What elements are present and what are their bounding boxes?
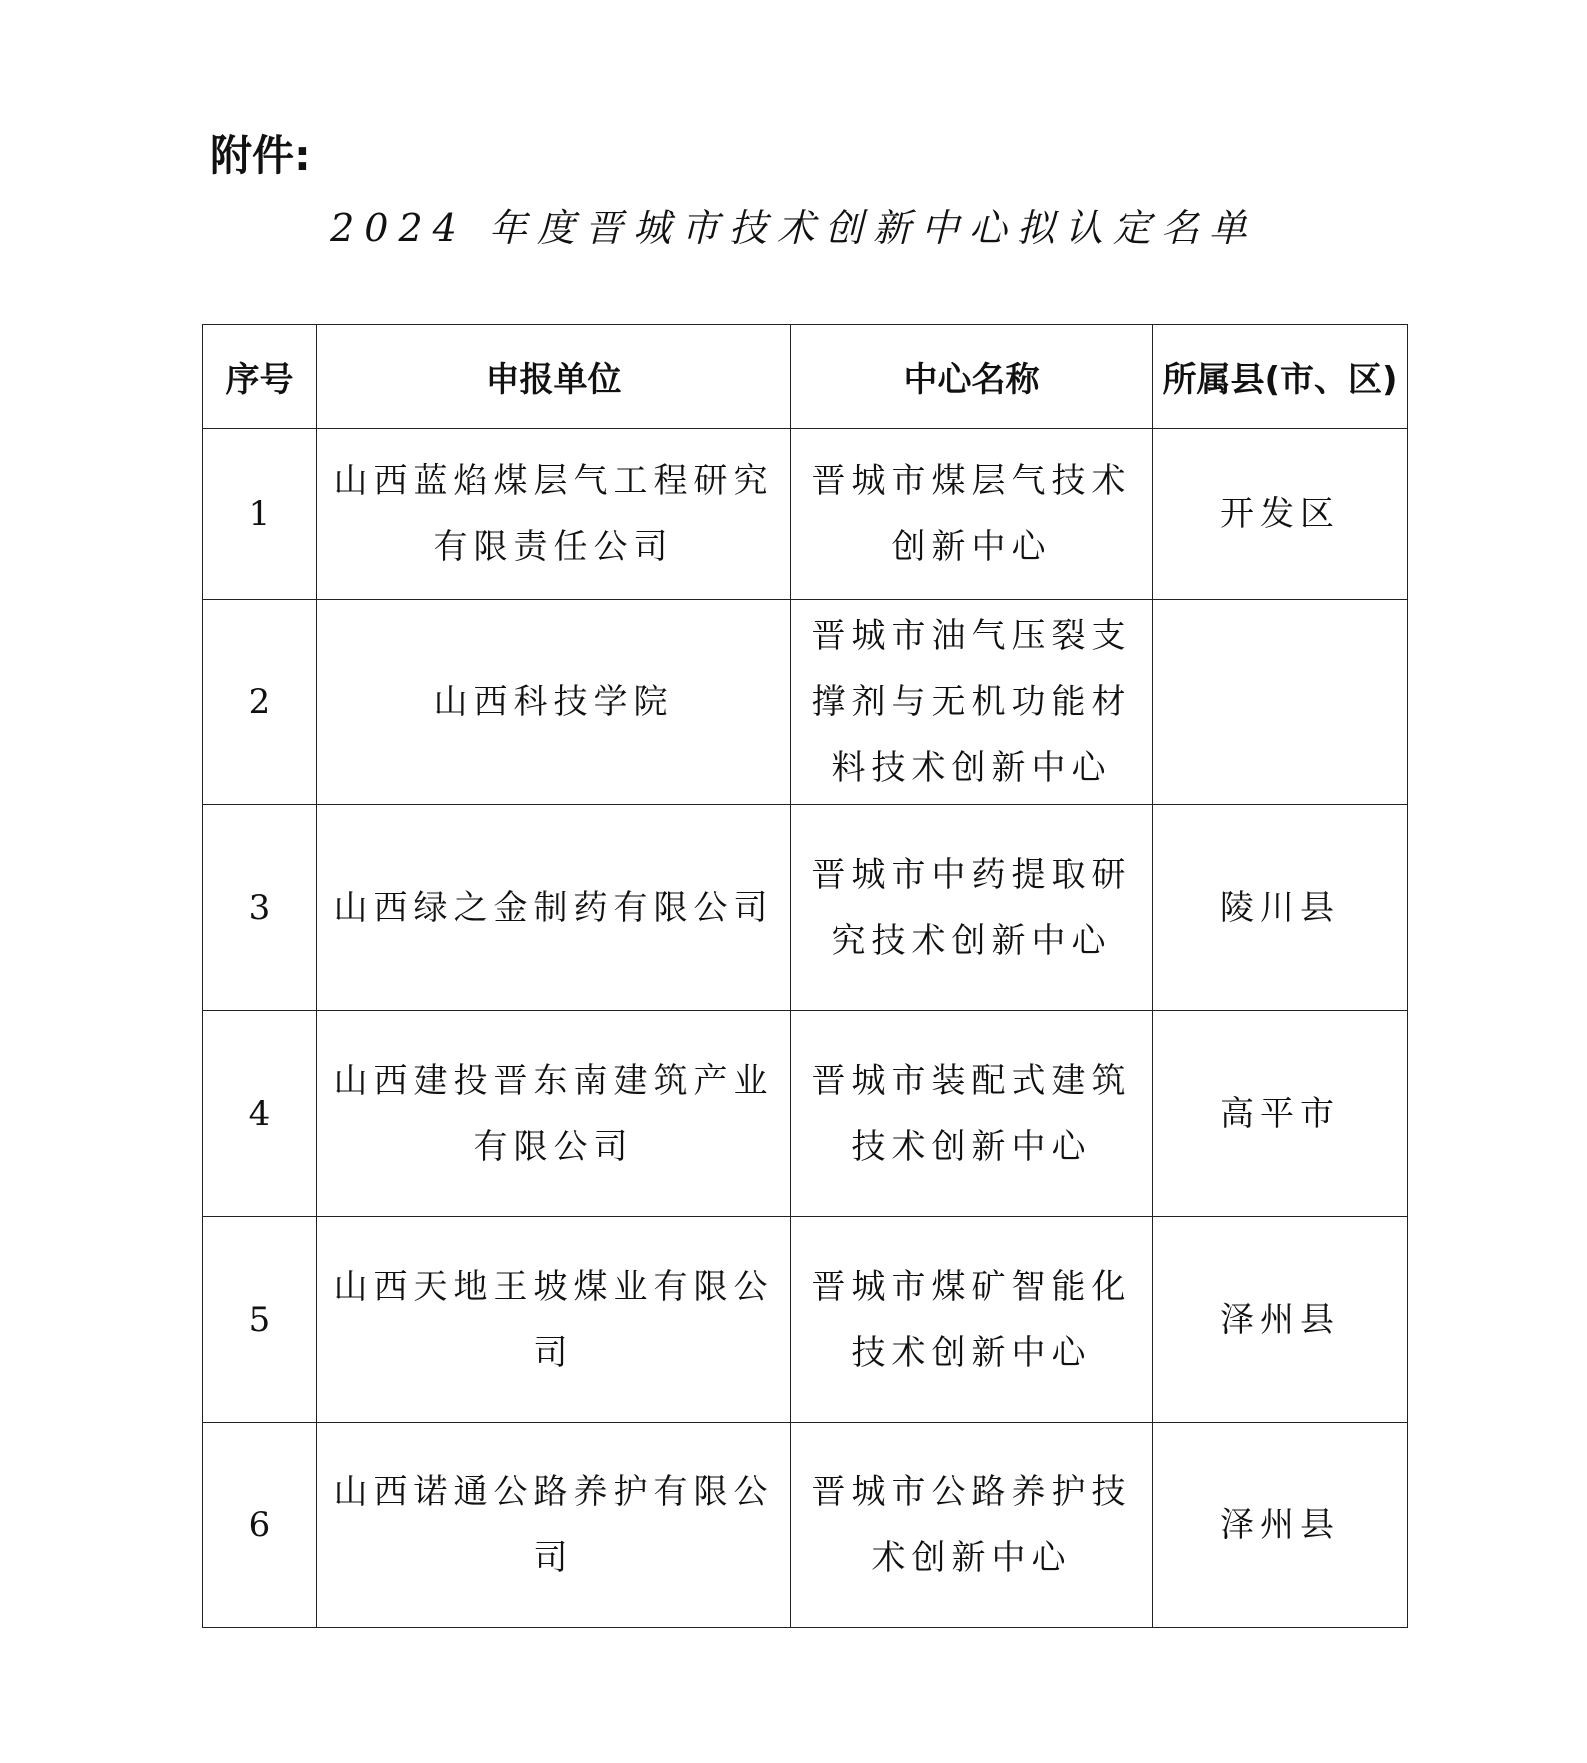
cell-center-name: 晋城市中药提取研究技术创新中心: [791, 805, 1153, 1011]
document-title: 2024 年度晋城市技术创新中心拟认定名单: [330, 206, 1257, 250]
cell-applicant-unit: 山西天地王坡煤业有限公司: [317, 1217, 791, 1423]
table-row: [203, 429, 1408, 600]
cell-county: 开发区: [1153, 429, 1408, 600]
cell-serial-number: 6: [203, 1423, 317, 1628]
table-row: [203, 600, 1408, 805]
cell-county: 泽州县: [1153, 1217, 1408, 1423]
cell-county: 泽州县: [1153, 1423, 1408, 1628]
cell-center-name: 晋城市煤层气技术创新中心: [791, 429, 1153, 600]
header-applicant-unit: 申报单位: [317, 325, 791, 429]
cell-center-name: 晋城市油气压裂支撑剂与无机功能材料技术创新中心: [791, 600, 1153, 805]
attachment-label: 附件:: [210, 131, 311, 180]
table-row: [203, 1423, 1408, 1628]
cell-county: 陵川县: [1153, 805, 1408, 1011]
cell-center-name: 晋城市煤矿智能化技术创新中心: [791, 1217, 1153, 1423]
cell-serial-number: 4: [203, 1011, 317, 1217]
cell-serial-number: 2: [203, 600, 317, 805]
cell-serial-number: 1: [203, 429, 317, 600]
cell-center-name: 晋城市公路养护技术创新中心: [791, 1423, 1153, 1628]
cell-county: 高平市: [1153, 1011, 1408, 1217]
header-county: 所属县(市、区): [1153, 325, 1408, 429]
header-serial-number: 序号: [203, 325, 317, 429]
table-header-row: [203, 325, 1408, 429]
cell-applicant-unit: 山西建投晋东南建筑产业有限公司: [317, 1011, 791, 1217]
table-row: [203, 805, 1408, 1011]
cell-applicant-unit: 山西绿之金制药有限公司: [317, 805, 791, 1011]
cell-county: [1153, 600, 1408, 805]
cell-applicant-unit: 山西蓝焰煤层气工程研究有限责任公司: [317, 429, 791, 600]
cell-serial-number: 5: [203, 1217, 317, 1423]
table-row: [203, 1217, 1408, 1423]
cell-center-name: 晋城市装配式建筑技术创新中心: [791, 1011, 1153, 1217]
cell-applicant-unit: 山西诺通公路养护有限公司: [317, 1423, 791, 1628]
cell-applicant-unit: 山西科技学院: [317, 600, 791, 805]
table-row: [203, 1011, 1408, 1217]
header-center-name: 中心名称: [791, 325, 1153, 429]
approval-list-table: [202, 324, 1408, 1628]
cell-serial-number: 3: [203, 805, 317, 1011]
